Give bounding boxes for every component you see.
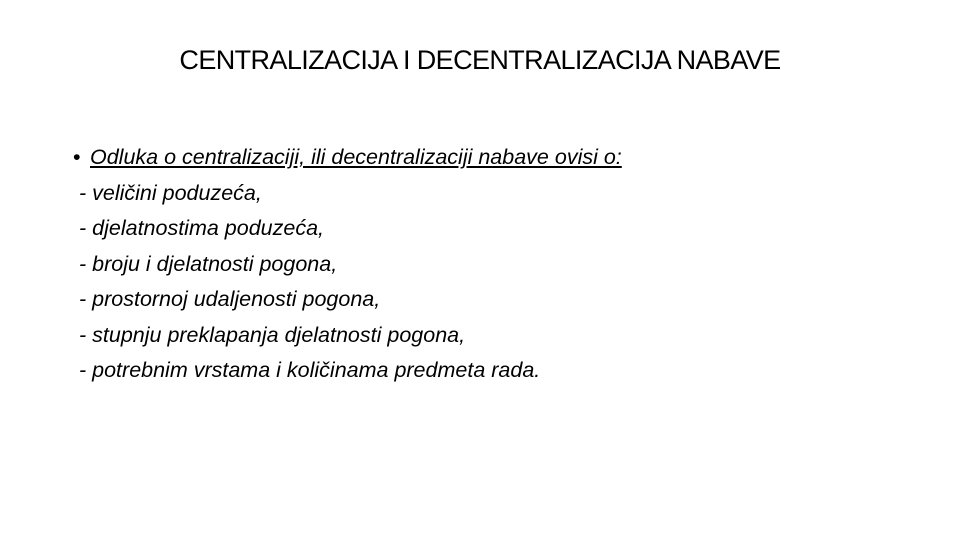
bullet-point (73, 140, 893, 176)
bullet-text: Odluka o centralizaciji, ili decentralizaciji nabave ovisi o: (90, 145, 622, 169)
list-item: - stupnju preklapanja djelatnosti pogona, (73, 318, 893, 354)
slide-title: CENTRALIZACIJA I DECENTRALIZACIJA NABAVE (179, 45, 781, 75)
list-item: - prostornoj udaljenosti pogona, (73, 282, 893, 318)
factor-list (73, 176, 893, 389)
list-item: - veličini poduzeća, (73, 176, 893, 212)
slide-content (73, 140, 893, 389)
list-item: - djelatnostima poduzeća, (73, 211, 893, 247)
list-item: - broju i djelatnosti pogona, (73, 247, 893, 283)
list-item: - potrebnim vrstama i količinama predmeta rada. (73, 353, 893, 389)
bullet-marker: • (73, 145, 81, 169)
